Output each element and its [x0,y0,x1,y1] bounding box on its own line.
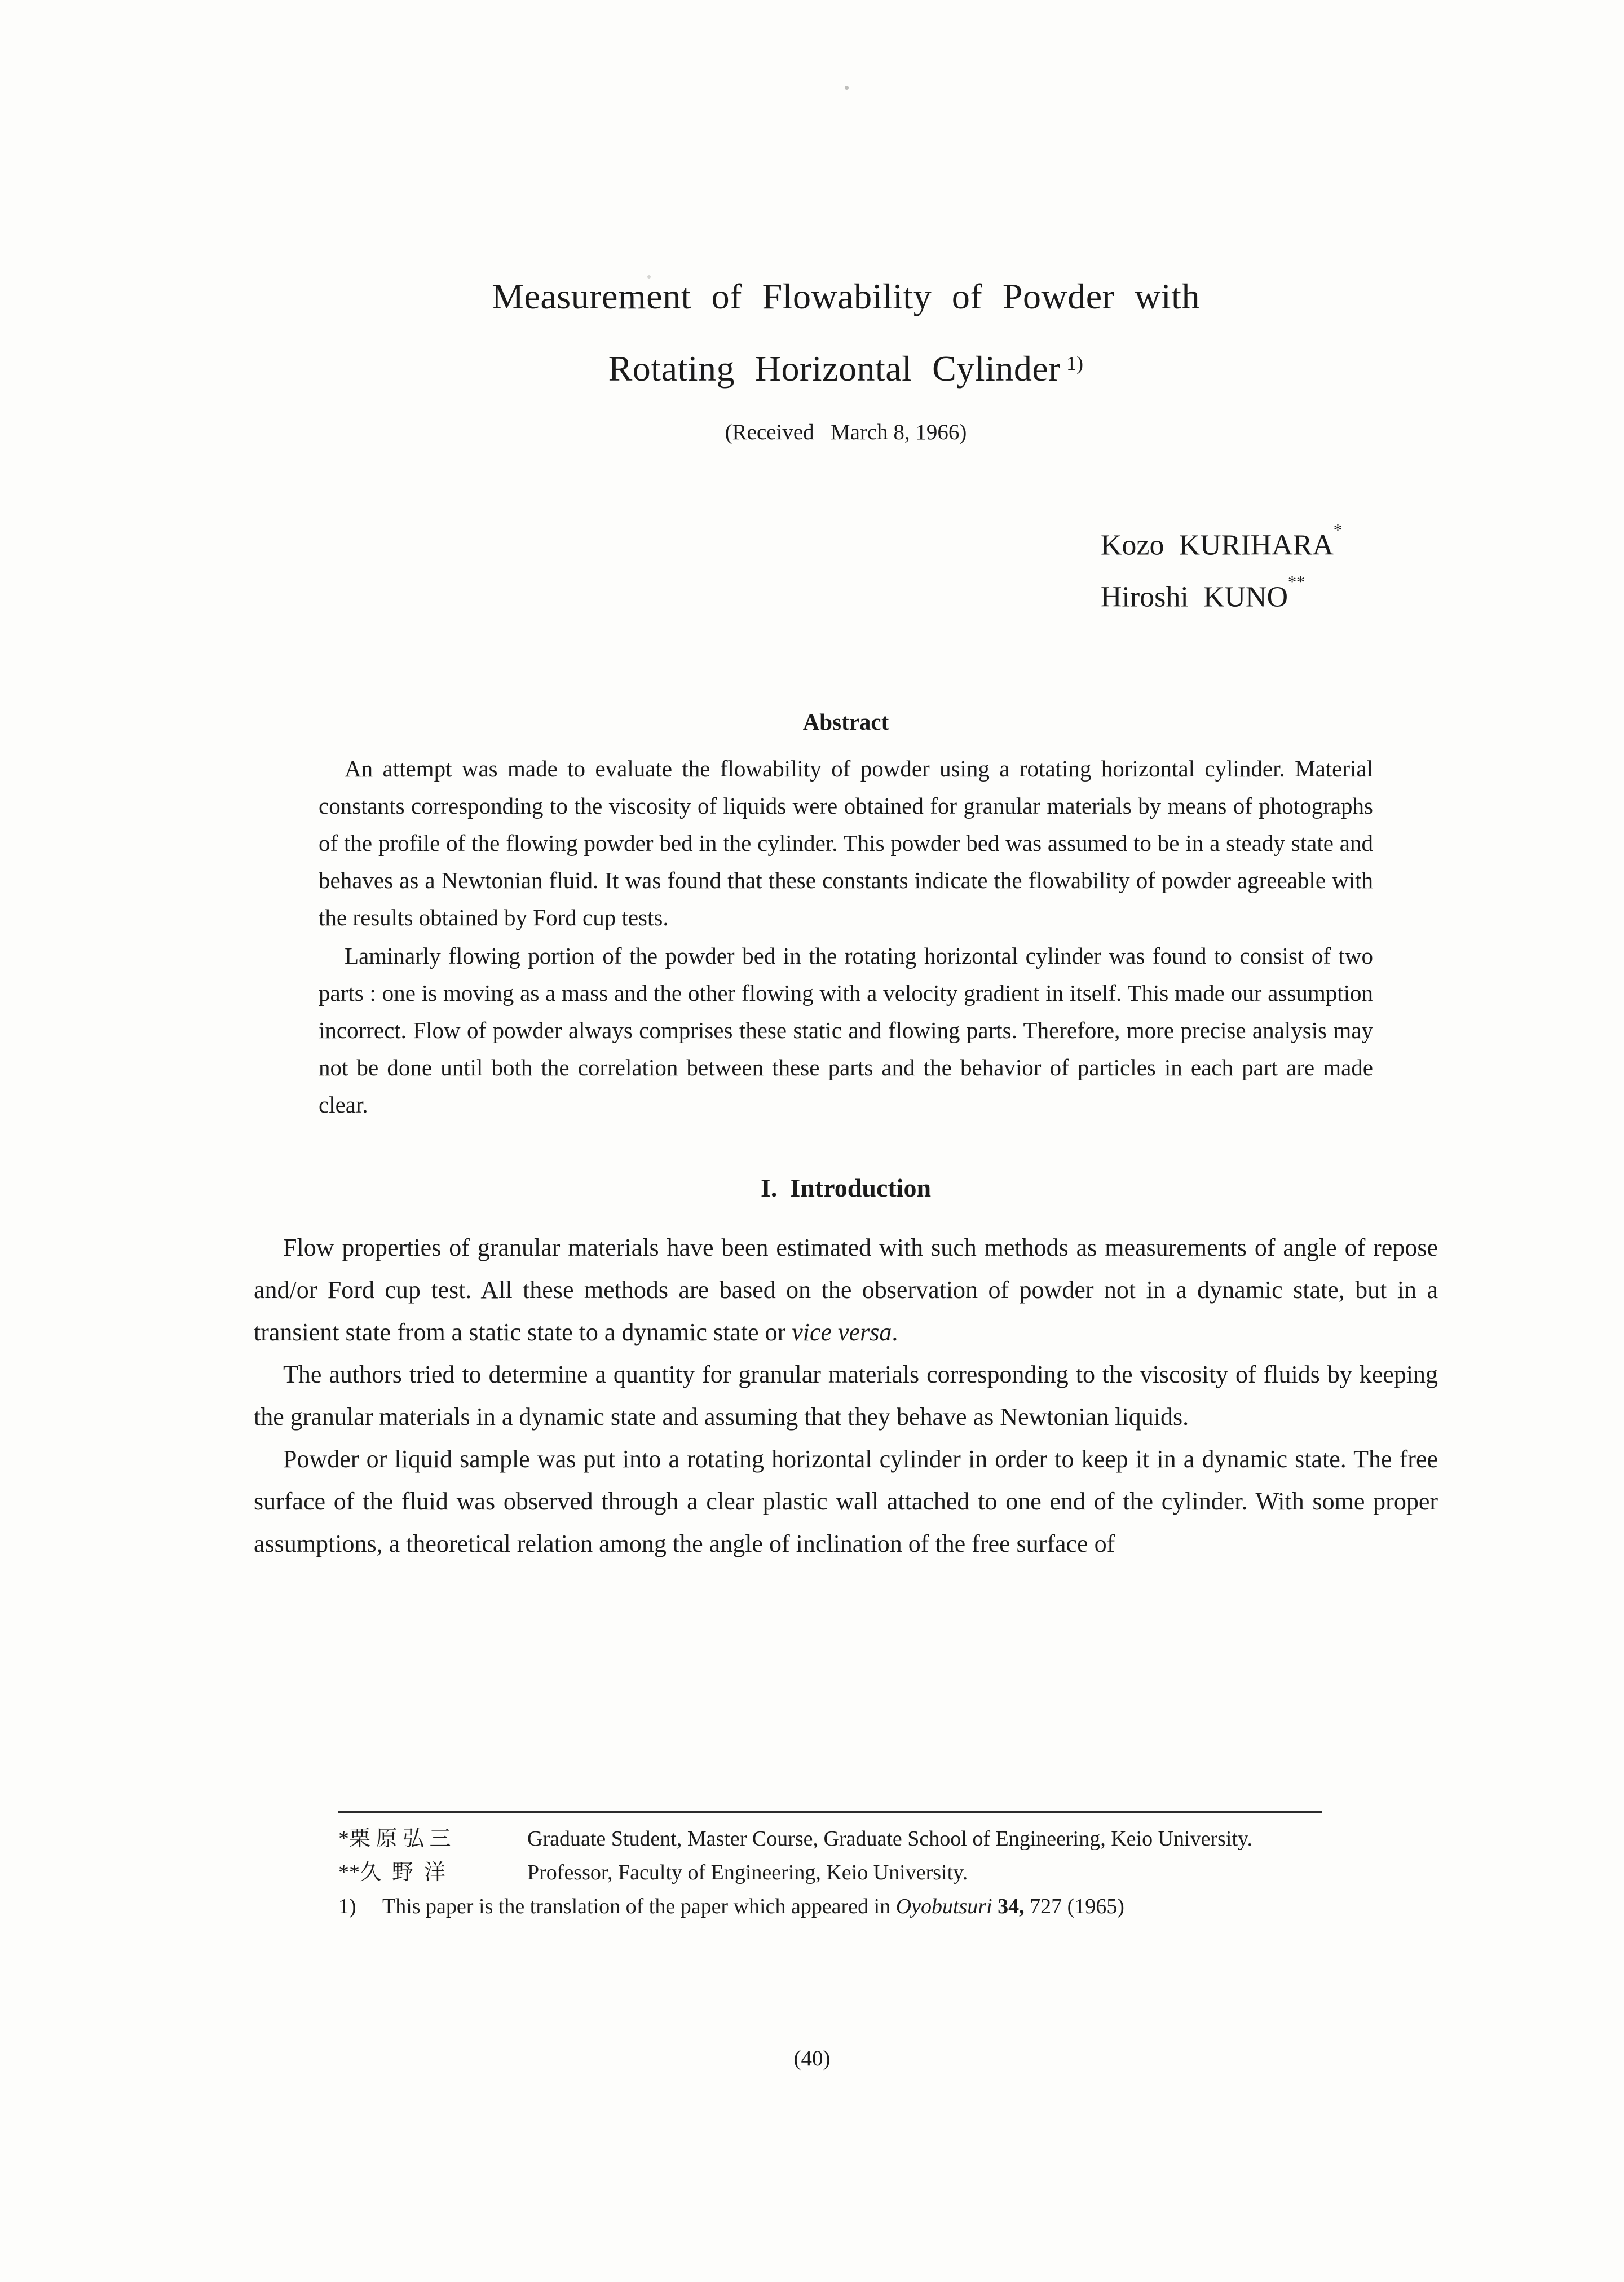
author-footnote-mark: * [1333,520,1342,540]
intro-paragraph-3: Powder or liquid sample was put into a rotating horizontal cylinder in order to keep it in a dynamic state. The free surface of the fluid was observed through a clear plastic wall attached to one end of the cylinder. With some proper assumptions, a theoretical relation among the angle of inclination of the free surface of [254,1445,1438,1557]
abstract-section [319,750,1373,1123]
title-footnote-ref: 1) [1066,352,1084,374]
scan-speck [647,275,651,279]
authors-block [1101,516,1342,620]
author-name: Hiroshi KUNO [1100,581,1288,613]
footnote-mark: **久 野 洋 [338,1861,446,1884]
footnote-text-post: 727 (1965) [1024,1895,1124,1918]
introduction-heading: I. Introduction [760,1173,932,1202]
title-line-1: Measurement of Flowability of Powder with [492,276,1200,316]
author-row [1101,568,1305,620]
footnote-row [338,1856,1438,1890]
abstract-heading: Abstract [802,708,889,735]
footnote-row [338,1890,1438,1923]
intro-paragraph-2: The authors tried to determine a quantity for granular materials corresponding to the viscosity of fluids by keeping the granular materials in a dynamic state and assuming that they behave as Newtonian liquids. [254,1360,1438,1431]
author-row [1101,516,1342,568]
page-number: (40) [793,2046,831,2071]
footnote-mark: 1) [338,1895,356,1918]
footnote-mark: *栗 原 弘 三 [338,1827,451,1851]
footnote-text: Graduate Student, Master Course, Graduate School of Engineering, Keio University. [527,1827,1253,1851]
footnote-row [338,1822,1438,1856]
introduction-section [254,1226,1438,1565]
footnote-text [382,1890,1438,1923]
abstract-paragraph-1: An attempt was made to evaluate the flowability of powder using a rotating horizontal cylinder. Material constants corresponding to the viscosity of liquids were obtained for granular materials by means of photographs of the profile of the flowing powder bed in the cylinder. This powder bed was assumed to be in a steady state and behaves as a Newtonian fluid. It was found that these constants indicate the flowability of powder agreeable with the results obtained by Ford cup tests. [319,755,1373,930]
abstract-paragraph-2: Laminarly flowing portion of the powder bed in the rotating horizontal cylinder was found to consist of two parts : one is moving as a mass and the other flowing with a velocity gradient in itself. This made our assumption incorrect. Flow of powder always comprises these static and flowing parts. Therefore, more precise analysis may not be done until both the correlation between these parts and the behavior of particles in each part are made clear. [319,942,1373,1118]
scan-speck [845,86,849,90]
journal-volume: 34, [992,1895,1025,1918]
footnote-rule [338,1811,1322,1813]
intro-paragraph-1 [254,1226,1438,1353]
title-line-2: Rotating Horizontal Cylinder [608,348,1061,389]
received-date: (Received March 8, 1966) [725,420,967,444]
paper-title [254,261,1438,411]
journal-name: Oyobutsuri [895,1895,992,1918]
intro-p1-text: Flow properties of granular materials have been estimated with such methods as measurements of angle of repose and/or Ford cup test. All these methods are based on the observation of powder not in a dynamic state, but in a transient state from a static state to a dynamic state or [254,1233,1438,1346]
author-footnote-mark: ** [1288,572,1305,592]
author-name: Kozo KURIHARA [1100,529,1334,562]
intro-p1-end: . [892,1318,898,1346]
footnote-text-pre: This paper is the translation of the paper which appeared in [382,1895,896,1918]
footnotes-section [254,1811,1438,1923]
footnote-text: Professor, Faculty of Engineering, Keio University. [527,1861,968,1884]
italic-phrase: vice versa [792,1318,892,1346]
